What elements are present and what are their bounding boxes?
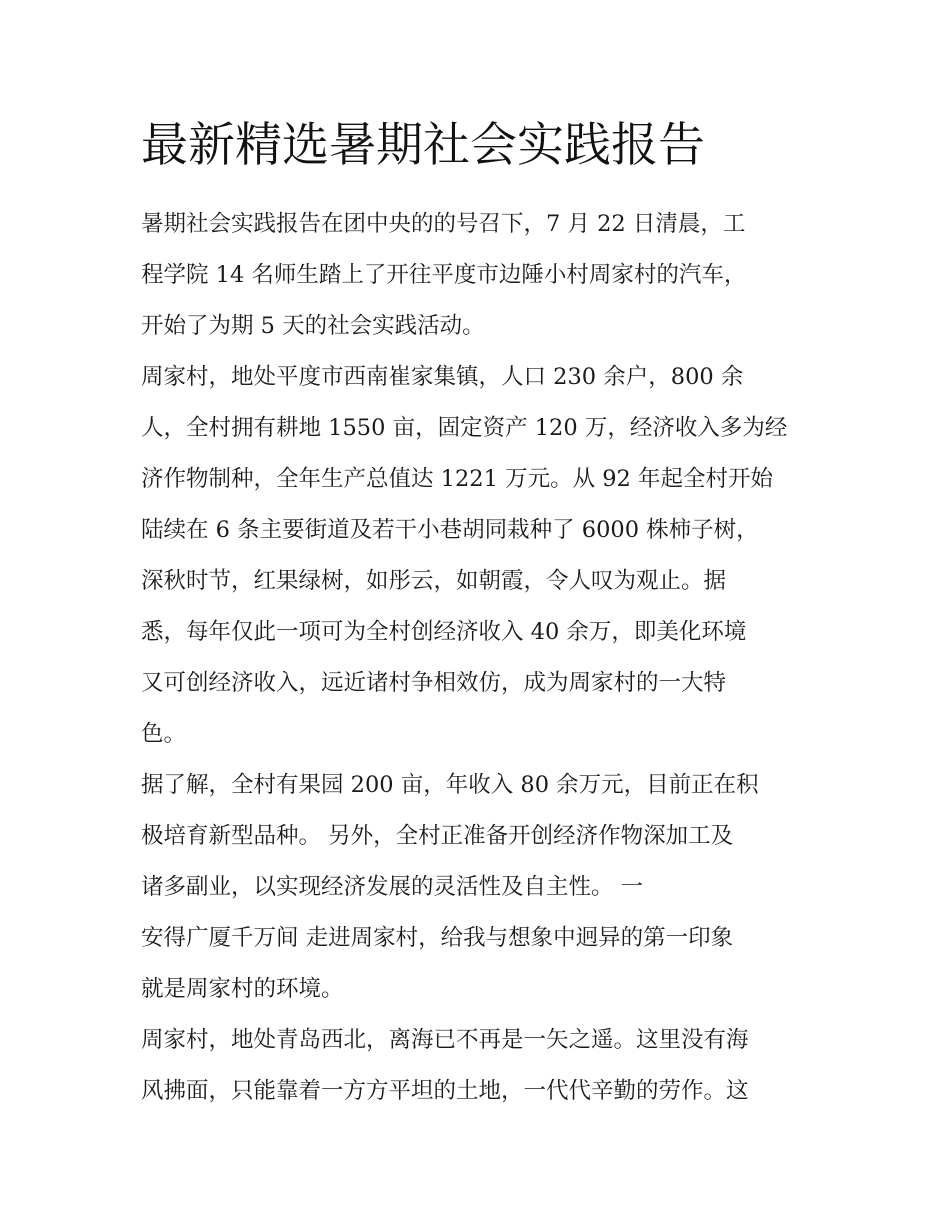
text-line: 开始了为期 5 天的社会实践活动。 bbox=[141, 313, 485, 339]
paragraph bbox=[141, 1015, 831, 1117]
paragraph bbox=[141, 352, 831, 760]
text-line: 又可创经济收入，远近诸村争相效仿，成为周家村的一大特 bbox=[141, 670, 727, 696]
text-line: 周家村，地处平度市西南崔家集镇，人口 230 余户，800 余 bbox=[141, 364, 744, 390]
text-line: 济作物制种，全年生产总值达 1221 万元。从 92 年起全村开始 bbox=[141, 466, 774, 492]
text-line: 程学院 14 名师生踏上了开往平度市边陲小村周家村的汽车， bbox=[141, 262, 747, 288]
text-line: 极培育新型品种。 另外，全村正准备开创经济作物深加工及 bbox=[141, 823, 734, 849]
text-line: 人，全村拥有耕地 1550 亩，固定资产 120 万，经济收入多为经 bbox=[141, 415, 788, 441]
text-line: 就是周家村的环境。 bbox=[141, 976, 344, 1002]
text-line: 陆续在 6 条主要街道及若干小巷胡同栽种了 6000 株柿子树， bbox=[141, 517, 759, 543]
text-line: 据了解，全村有果园 200 亩，年收入 80 余万元，目前正在积 bbox=[141, 772, 759, 798]
text-line: 色。 bbox=[141, 721, 187, 747]
paragraph bbox=[141, 199, 831, 352]
paragraph bbox=[141, 760, 831, 913]
text-line: 暑期社会实践报告在团中央的的号召下，7 月 22 日清晨，工 bbox=[141, 211, 746, 237]
text-line: 深秋时节，红果绿树，如彤云，如朝霞，令人叹为观止。据 bbox=[141, 568, 727, 594]
text-line: 悉，每年仅此一项可为全村创经济收入 40 余万，即美化环境 bbox=[141, 619, 747, 645]
paragraph bbox=[141, 913, 831, 1015]
text-line: 周家村，地处青岛西北，离海已不再是一矢之遥。这里没有海 bbox=[141, 1027, 749, 1053]
document-title: 最新精选暑期社会实践报告 bbox=[141, 118, 705, 173]
text-line: 诸多副业，以实现经济发展的灵活性及自主性。 一 bbox=[141, 874, 644, 900]
document-body bbox=[141, 199, 831, 1117]
text-line: 风拂面，只能靠着一方方平坦的土地，一代代辛勤的劳作。这 bbox=[141, 1078, 749, 1104]
text-line: 安得广厦千万间 走进周家村，给我与想象中迥异的第一印象 bbox=[141, 925, 734, 951]
